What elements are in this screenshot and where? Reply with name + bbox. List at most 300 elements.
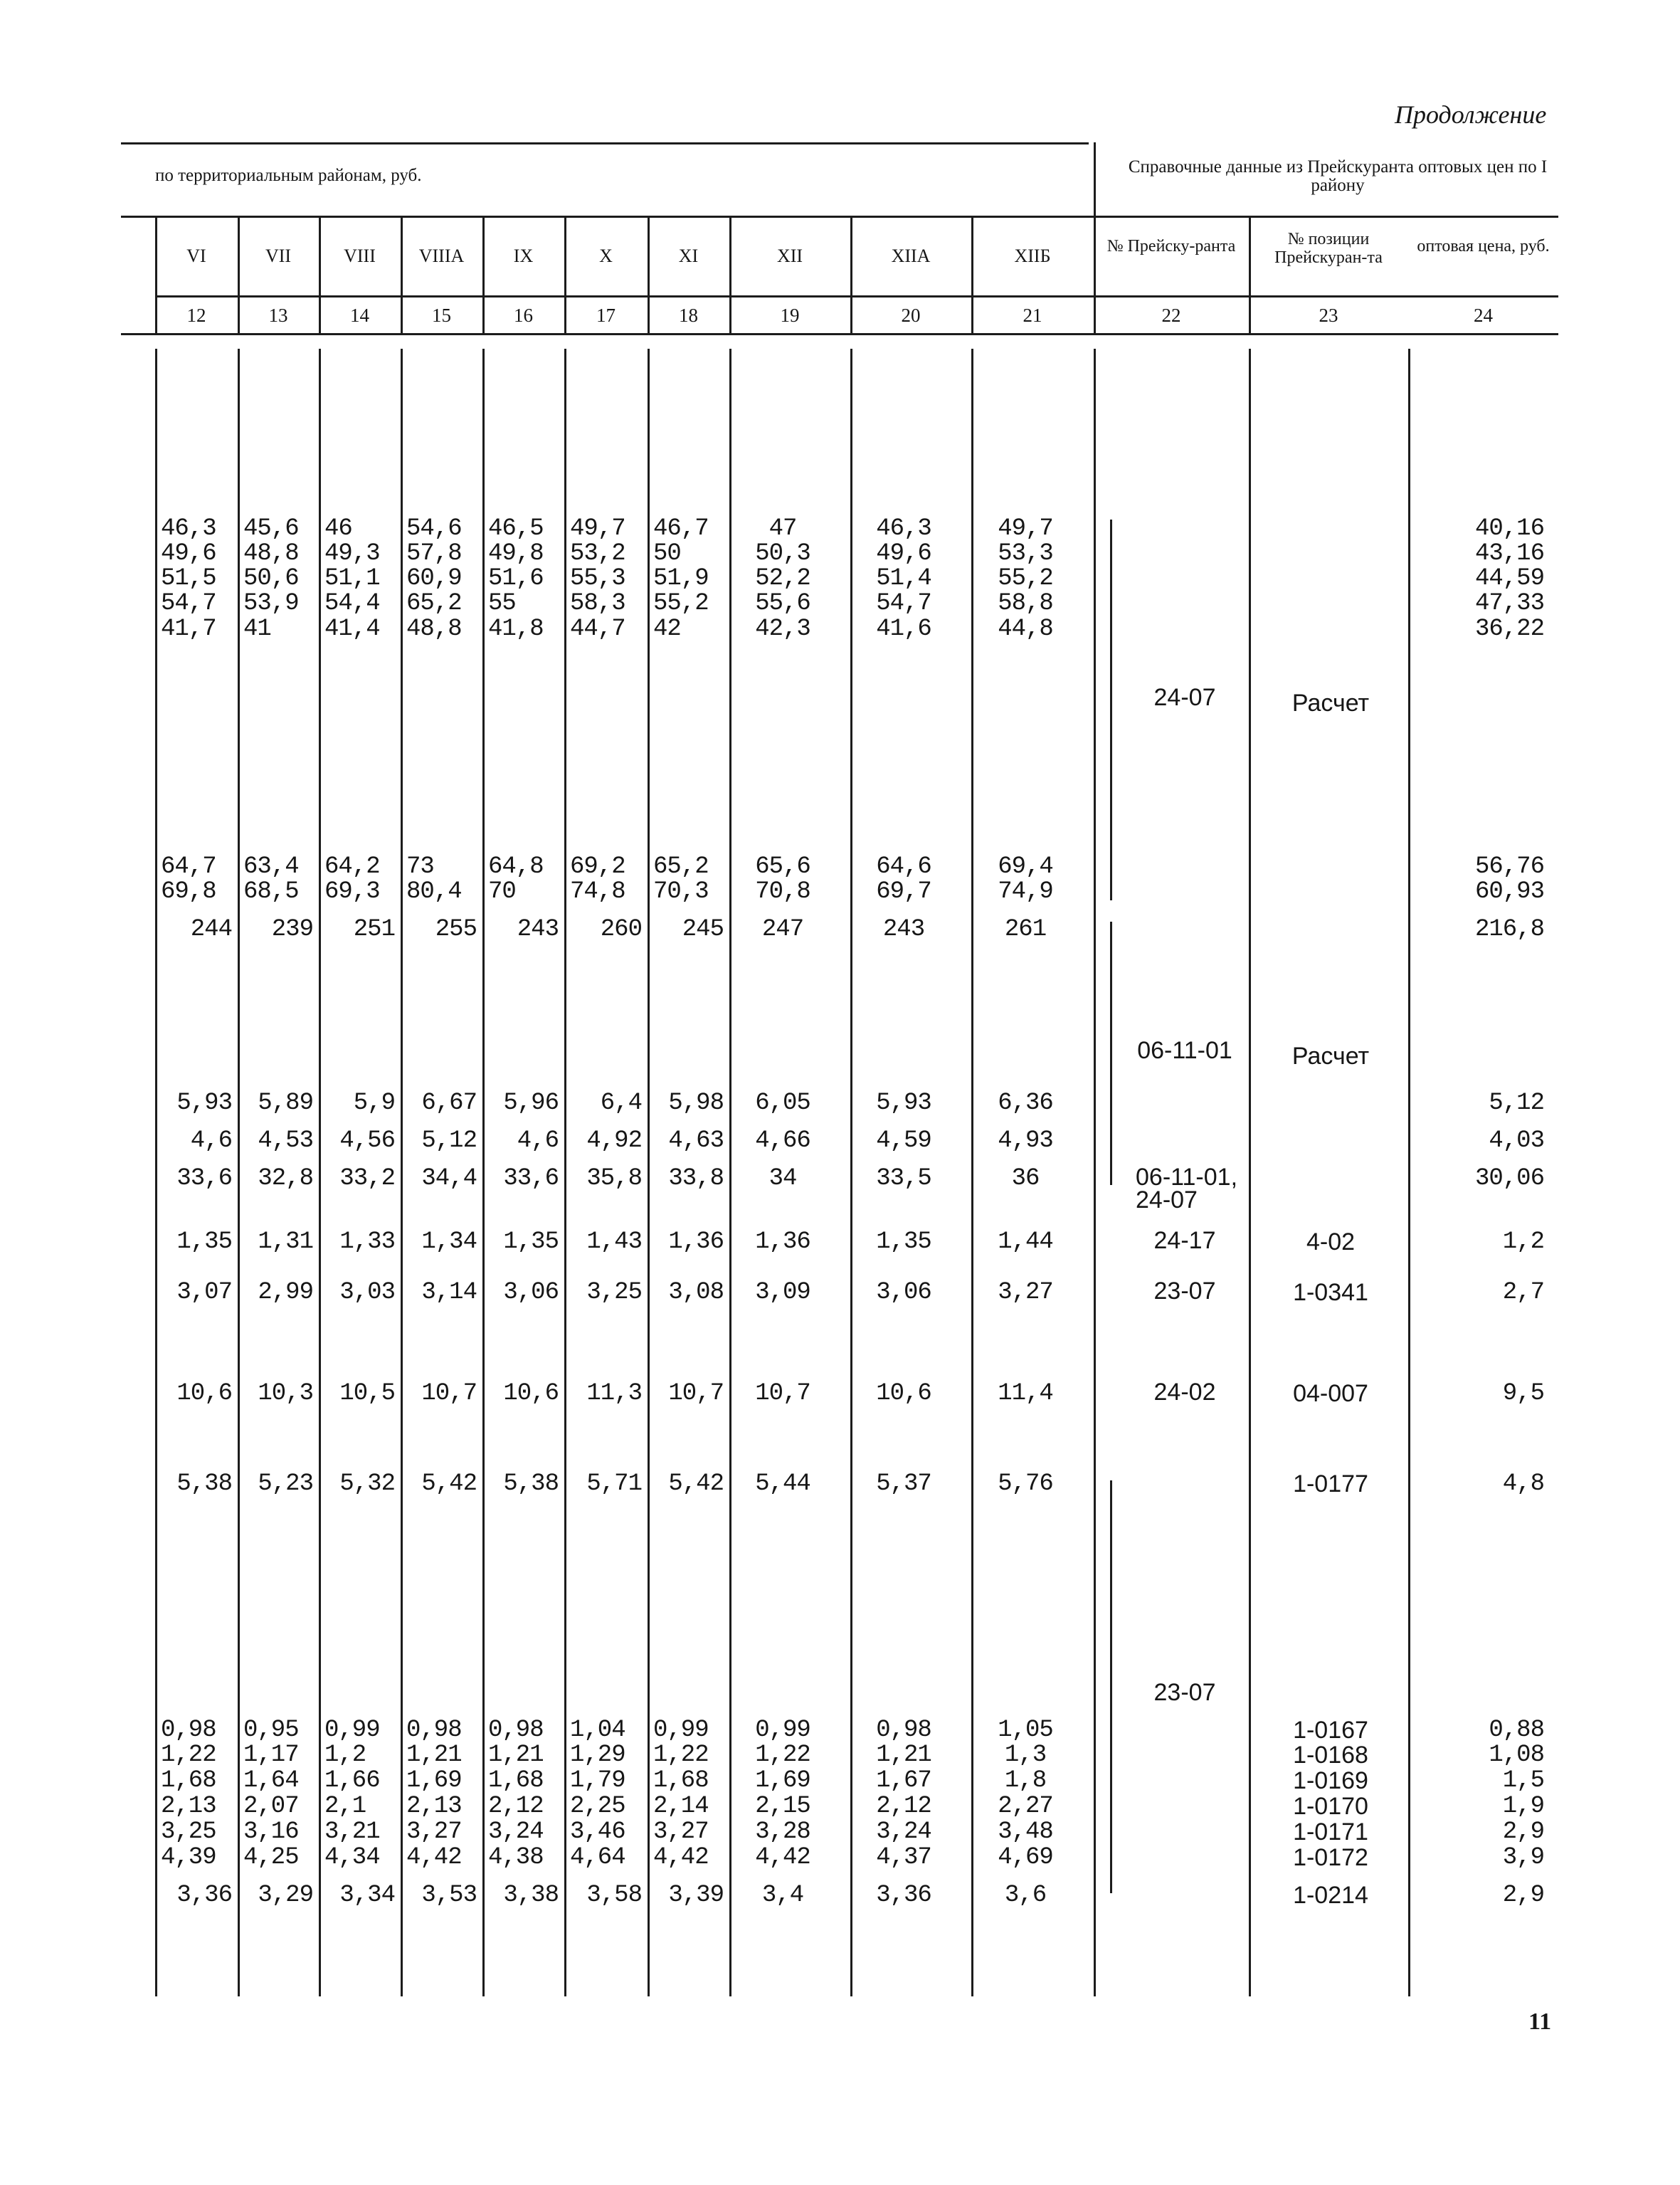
cell-value: 0,95 bbox=[243, 1717, 299, 1744]
column-number: 22 bbox=[1161, 305, 1181, 326]
cell-value: 3,07 bbox=[176, 1279, 232, 1306]
cell-position: 1-0167 bbox=[1293, 1717, 1368, 1744]
column-header: VI bbox=[186, 246, 206, 266]
cell-value: 0,99 bbox=[324, 1717, 380, 1744]
cell-price: 2,7 bbox=[1502, 1279, 1544, 1306]
cell-value: 1,05 bbox=[998, 1717, 1053, 1744]
col-divider-body bbox=[850, 349, 852, 1996]
column-header: VIIIA bbox=[418, 246, 465, 266]
cell-position: 1-0341 bbox=[1293, 1279, 1368, 1306]
cell-value: 54,4 bbox=[324, 590, 380, 617]
cell-value: 65,2 bbox=[406, 590, 462, 617]
header-group-right: Справочные данные из Прейскуранта оптовых цен по I району bbox=[1128, 157, 1548, 195]
cell-value: 4,6 bbox=[517, 1127, 559, 1154]
cell-value: 4,42 bbox=[406, 1844, 462, 1871]
cell-value: 33,5 bbox=[876, 1165, 931, 1192]
cell-value: 1,68 bbox=[161, 1767, 216, 1794]
cell-value: 3,27 bbox=[653, 1818, 709, 1846]
col-divider-body bbox=[319, 349, 321, 1996]
cell-position: 1-0172 bbox=[1293, 1844, 1368, 1871]
cell-value: 1,69 bbox=[755, 1767, 810, 1794]
cell-value: 69,2 bbox=[570, 853, 625, 880]
cell-value: 4,38 bbox=[488, 1844, 544, 1871]
cell-value: 51,1 bbox=[324, 565, 380, 592]
cell-value: 0,98 bbox=[161, 1717, 216, 1744]
cell-value: 1,33 bbox=[339, 1228, 395, 1255]
cell-price: 40,16 bbox=[1474, 515, 1544, 542]
cell-value: 11,3 bbox=[586, 1380, 642, 1407]
col-divider-body bbox=[971, 349, 973, 1996]
cell-value: 3,09 bbox=[755, 1279, 810, 1306]
cell-price: 56,76 bbox=[1474, 853, 1544, 880]
cell-value: 3,39 bbox=[668, 1882, 724, 1909]
cell-value: 10,7 bbox=[421, 1380, 477, 1407]
cell-value: 50 bbox=[653, 540, 681, 567]
cell-value: 1,36 bbox=[755, 1228, 810, 1255]
cell-value: 70 bbox=[488, 878, 516, 905]
cell-price: 9,5 bbox=[1502, 1380, 1544, 1407]
cell-price: 60,93 bbox=[1474, 878, 1544, 905]
cell-value: 1,69 bbox=[406, 1767, 462, 1794]
cell-value: 1,2 bbox=[324, 1742, 366, 1769]
cell-value: 5,76 bbox=[998, 1470, 1053, 1497]
group-bracket bbox=[1110, 1480, 1124, 1893]
cell-value: 1,64 bbox=[243, 1767, 299, 1794]
column-header: XII bbox=[776, 246, 803, 266]
cell-value: 1,22 bbox=[653, 1742, 709, 1769]
column-number: 18 bbox=[679, 305, 698, 326]
cell-value: 51,6 bbox=[488, 565, 544, 592]
cell-value: 3,29 bbox=[258, 1882, 313, 1909]
column-header: VIII bbox=[344, 246, 376, 266]
cell-value: 4,37 bbox=[876, 1844, 931, 1871]
cell-value: 1,31 bbox=[258, 1228, 313, 1255]
group-position: Расчет bbox=[1291, 1043, 1370, 1070]
group-pricelist: 23-07 bbox=[1153, 1679, 1216, 1706]
cell-value: 6,4 bbox=[600, 1090, 642, 1117]
cell-price: 44,59 bbox=[1474, 565, 1544, 592]
cell-value: 69,8 bbox=[161, 878, 216, 905]
cell-value: 64,7 bbox=[161, 853, 216, 880]
cell-position: 1-0171 bbox=[1293, 1818, 1368, 1846]
cell-value: 32,8 bbox=[258, 1165, 313, 1192]
cell-value: 1,17 bbox=[243, 1742, 299, 1769]
cell-value: 3,6 bbox=[1004, 1882, 1047, 1909]
cell-value: 49,8 bbox=[488, 540, 544, 567]
cell-value: 58,8 bbox=[998, 590, 1053, 617]
cell-price: 4,8 bbox=[1502, 1470, 1544, 1497]
cell-value: 4,6 bbox=[190, 1127, 232, 1154]
col-divider-body bbox=[729, 349, 731, 1996]
cell-value: 1,21 bbox=[488, 1742, 544, 1769]
cell-value: 49,7 bbox=[570, 515, 625, 542]
cell-value: 51,4 bbox=[876, 565, 931, 592]
cell-value: 69,4 bbox=[998, 853, 1053, 880]
cell-value: 46,3 bbox=[876, 515, 931, 542]
cell-value: 4,93 bbox=[998, 1127, 1053, 1154]
column-header: X bbox=[599, 246, 613, 266]
cell-value: 0,99 bbox=[755, 1717, 810, 1744]
cell-value: 53,2 bbox=[570, 540, 625, 567]
col-divider-body bbox=[648, 349, 650, 1996]
cell-value: 4,64 bbox=[570, 1844, 625, 1871]
group-position: Расчет bbox=[1291, 690, 1370, 717]
cell-price: 1,2 bbox=[1502, 1228, 1544, 1255]
cell-value: 74,8 bbox=[570, 878, 625, 905]
cell-value: 4,25 bbox=[243, 1844, 299, 1871]
cell-value: 3,36 bbox=[876, 1882, 931, 1909]
cell-value: 10,6 bbox=[503, 1380, 559, 1407]
cell-value: 41,8 bbox=[488, 616, 544, 643]
cell-value: 33,2 bbox=[339, 1165, 395, 1192]
cell-value: 1,79 bbox=[570, 1767, 625, 1794]
cell-value: 3,53 bbox=[421, 1882, 477, 1909]
cell-value: 6,05 bbox=[755, 1090, 810, 1117]
cell-value: 33,6 bbox=[503, 1165, 559, 1192]
cell-price: 2,9 bbox=[1502, 1882, 1544, 1909]
rule-top bbox=[121, 142, 1089, 144]
cell-position: 1-0169 bbox=[1293, 1767, 1368, 1794]
cell-value: 36 bbox=[1011, 1165, 1040, 1192]
cell-value: 65,2 bbox=[653, 853, 709, 880]
cell-value: 5,23 bbox=[258, 1470, 313, 1497]
cell-value: 1,35 bbox=[503, 1228, 559, 1255]
cell-value: 65,6 bbox=[755, 853, 810, 880]
cell-value: 10,3 bbox=[258, 1380, 313, 1407]
column-number: 24 bbox=[1474, 305, 1493, 326]
cell-value: 54,6 bbox=[406, 515, 462, 542]
cell-value: 4,53 bbox=[258, 1127, 313, 1154]
cell-value: 3,27 bbox=[998, 1279, 1053, 1306]
cell-value: 34 bbox=[768, 1165, 797, 1192]
cell-value: 46,7 bbox=[653, 515, 709, 542]
cell-value: 6,67 bbox=[421, 1090, 477, 1117]
cell-value: 58,3 bbox=[570, 590, 625, 617]
cell-value: 55,6 bbox=[755, 590, 810, 617]
cell-value: 3,14 bbox=[421, 1279, 477, 1306]
cell-value: 0,99 bbox=[653, 1717, 709, 1744]
cell-value: 45,6 bbox=[243, 515, 299, 542]
col-divider-body bbox=[238, 349, 240, 1996]
cell-value: 1,35 bbox=[176, 1228, 232, 1255]
cell-value: 11,4 bbox=[998, 1380, 1053, 1407]
cell-value: 3,24 bbox=[488, 1818, 544, 1846]
cell-value: 57,8 bbox=[406, 540, 462, 567]
column-number: 13 bbox=[268, 305, 288, 326]
cell-price: 30,06 bbox=[1474, 1165, 1544, 1192]
cell-value: 1,21 bbox=[406, 1742, 462, 1769]
cell-value: 2,12 bbox=[488, 1793, 544, 1820]
cell-value: 70,3 bbox=[653, 878, 709, 905]
cell-position: 04-007 bbox=[1293, 1380, 1368, 1407]
cell-value: 49,7 bbox=[998, 515, 1053, 542]
header-group-left: по территориальным районам, руб. bbox=[155, 166, 422, 185]
cell-value: 35,8 bbox=[586, 1165, 642, 1192]
cell-value: 261 bbox=[1004, 916, 1047, 943]
column-header: XIIA bbox=[891, 246, 931, 266]
cell-value: 64,8 bbox=[488, 853, 544, 880]
cell-value: 3,46 bbox=[570, 1818, 625, 1846]
cell-value: 46,3 bbox=[161, 515, 216, 542]
cell-value: 4,42 bbox=[755, 1844, 810, 1871]
group-pricelist: 06-11-01 bbox=[1137, 1037, 1232, 1064]
cell-position: 1-0168 bbox=[1293, 1742, 1368, 1769]
cell-value: 5,38 bbox=[503, 1470, 559, 1497]
cell-value: 3,28 bbox=[755, 1818, 810, 1846]
cell-value: 80,4 bbox=[406, 878, 462, 905]
cell-value: 41 bbox=[243, 616, 271, 643]
cell-value: 10,6 bbox=[176, 1380, 232, 1407]
cell-value: 42 bbox=[653, 616, 681, 643]
cell-value: 3,21 bbox=[324, 1818, 380, 1846]
cell-value: 1,8 bbox=[1004, 1767, 1047, 1794]
cell-value: 2,13 bbox=[161, 1793, 216, 1820]
cell-value: 3,06 bbox=[503, 1279, 559, 1306]
column-number: 14 bbox=[350, 305, 369, 326]
cell-price: 4,03 bbox=[1489, 1127, 1544, 1154]
cell-pricelist: 24-17 bbox=[1153, 1227, 1216, 1254]
column-number: 16 bbox=[514, 305, 533, 326]
cell-value: 49,6 bbox=[161, 540, 216, 567]
cell-value: 34,4 bbox=[421, 1165, 477, 1192]
cell-value: 260 bbox=[600, 916, 642, 943]
cell-value: 1,34 bbox=[421, 1228, 477, 1255]
cell-value: 3,48 bbox=[998, 1818, 1053, 1846]
column-number: 20 bbox=[901, 305, 921, 326]
cell-value: 5,96 bbox=[503, 1090, 559, 1117]
column-header: IX bbox=[513, 246, 534, 266]
cell-price: 47,33 bbox=[1474, 590, 1544, 617]
cell-value: 4,56 bbox=[339, 1127, 395, 1154]
cell-value: 3,03 bbox=[339, 1279, 395, 1306]
rule-numbers-bottom bbox=[121, 333, 1558, 335]
cell-pricelist: 24-02 bbox=[1153, 1379, 1216, 1406]
cell-value: 4,42 bbox=[653, 1844, 709, 1871]
rule-header-split bbox=[121, 216, 1558, 218]
cell-value: 64,2 bbox=[324, 853, 380, 880]
cell-price: 1,9 bbox=[1502, 1793, 1544, 1820]
rule-header-bottom bbox=[155, 295, 1558, 298]
cell-value: 2,12 bbox=[876, 1793, 931, 1820]
cell-value: 55 bbox=[488, 590, 516, 617]
cell-position: 1-0214 bbox=[1293, 1882, 1368, 1909]
cell-value: 5,71 bbox=[586, 1470, 642, 1497]
cell-pricelist: 23-07 bbox=[1153, 1278, 1216, 1305]
cell-value: 0,98 bbox=[876, 1717, 931, 1744]
cell-value: 48,8 bbox=[243, 540, 299, 567]
cell-value: 10,5 bbox=[339, 1380, 395, 1407]
cell-value: 0,98 bbox=[488, 1717, 544, 1744]
cell-value: 1,04 bbox=[570, 1717, 625, 1744]
column-number: 23 bbox=[1319, 305, 1338, 326]
cell-value: 1,22 bbox=[161, 1742, 216, 1769]
cell-value: 4,59 bbox=[876, 1127, 931, 1154]
cell-value: 73 bbox=[406, 853, 434, 880]
cell-value: 243 bbox=[517, 916, 559, 943]
cell-value: 55,2 bbox=[653, 590, 709, 617]
cell-price: 5,12 bbox=[1489, 1090, 1544, 1117]
cell-value: 41,6 bbox=[876, 616, 931, 643]
cell-value: 52,2 bbox=[755, 565, 810, 592]
cell-value: 55,3 bbox=[570, 565, 625, 592]
cell-value: 50,3 bbox=[755, 540, 810, 567]
cell-value: 48,8 bbox=[406, 616, 462, 643]
cell-value: 60,9 bbox=[406, 565, 462, 592]
cell-value: 4,92 bbox=[586, 1127, 642, 1154]
cell-value: 2,27 bbox=[998, 1793, 1053, 1820]
cell-price: 2,9 bbox=[1502, 1818, 1544, 1846]
group-pricelist: 24-07 bbox=[1153, 684, 1216, 711]
cell-value: 3,4 bbox=[761, 1882, 804, 1909]
cell-value: 42,3 bbox=[755, 616, 810, 643]
cell-value: 2,25 bbox=[570, 1793, 625, 1820]
col-divider-body bbox=[564, 349, 566, 1996]
cell-value: 6,36 bbox=[998, 1090, 1053, 1117]
cell-value: 63,4 bbox=[243, 853, 299, 880]
column-header: оптовая цена, руб. bbox=[1417, 237, 1550, 256]
group-bracket bbox=[1110, 922, 1124, 1185]
cell-value: 44,7 bbox=[570, 616, 625, 643]
column-number: 21 bbox=[1023, 305, 1042, 326]
cell-value: 5,89 bbox=[258, 1090, 313, 1117]
cell-value: 1,68 bbox=[653, 1767, 709, 1794]
cell-value: 1,68 bbox=[488, 1767, 544, 1794]
cell-value: 3,58 bbox=[586, 1882, 642, 1909]
cell-price: 36,22 bbox=[1474, 616, 1544, 643]
cell-value: 244 bbox=[190, 916, 232, 943]
cell-pricelist: 06-11-01, 24-07 bbox=[1136, 1164, 1238, 1213]
cell-position: 4-02 bbox=[1306, 1228, 1356, 1255]
cell-value: 70,8 bbox=[755, 878, 810, 905]
cell-value: 51,5 bbox=[161, 565, 216, 592]
running-head: Продолжение bbox=[1395, 100, 1547, 129]
cell-value: 4,69 bbox=[998, 1844, 1053, 1871]
cell-value: 46,5 bbox=[488, 515, 544, 542]
cell-value: 10,7 bbox=[755, 1380, 810, 1407]
cell-value: 3,06 bbox=[876, 1279, 931, 1306]
column-header: XIIБ bbox=[1014, 246, 1051, 266]
cell-price: 43,16 bbox=[1474, 540, 1544, 567]
col-divider-body bbox=[1408, 349, 1410, 1996]
cell-value: 3,38 bbox=[503, 1882, 559, 1909]
cell-value: 33,8 bbox=[668, 1165, 724, 1192]
cell-value: 74,9 bbox=[998, 878, 1053, 905]
cell-position: 1-0170 bbox=[1293, 1793, 1368, 1820]
column-number: 15 bbox=[432, 305, 451, 326]
cell-value: 1,3 bbox=[1004, 1742, 1047, 1769]
cell-value: 1,44 bbox=[998, 1228, 1053, 1255]
cell-value: 5,93 bbox=[176, 1090, 232, 1117]
cell-value: 2,14 bbox=[653, 1793, 709, 1820]
cell-value: 50,6 bbox=[243, 565, 299, 592]
cell-value: 69,7 bbox=[876, 878, 931, 905]
cell-value: 68,5 bbox=[243, 878, 299, 905]
cell-value: 5,12 bbox=[421, 1127, 477, 1154]
column-number: 12 bbox=[186, 305, 206, 326]
column-header: № Прейску-ранта bbox=[1106, 237, 1236, 256]
cell-value: 3,25 bbox=[586, 1279, 642, 1306]
cell-price: 1,5 bbox=[1502, 1767, 1544, 1794]
cell-value: 1,67 bbox=[876, 1767, 931, 1794]
cell-value: 64,6 bbox=[876, 853, 931, 880]
cell-price: 216,8 bbox=[1474, 916, 1544, 943]
cell-value: 49,3 bbox=[324, 540, 380, 567]
cell-value: 247 bbox=[761, 916, 804, 943]
cell-value: 1,22 bbox=[755, 1742, 810, 1769]
cell-value: 5,37 bbox=[876, 1470, 931, 1497]
cell-value: 53,3 bbox=[998, 540, 1053, 567]
column-header: VII bbox=[265, 246, 292, 266]
cell-value: 3,27 bbox=[406, 1818, 462, 1846]
cell-value: 4,63 bbox=[668, 1127, 724, 1154]
page-number: 11 bbox=[1528, 2008, 1552, 2035]
cell-value: 1,29 bbox=[570, 1742, 625, 1769]
cell-value: 3,24 bbox=[876, 1818, 931, 1846]
cell-value: 255 bbox=[435, 916, 477, 943]
cell-value: 1,66 bbox=[324, 1767, 380, 1794]
cell-value: 2,1 bbox=[324, 1793, 366, 1820]
cell-value: 243 bbox=[882, 916, 925, 943]
cell-value: 51,9 bbox=[653, 565, 709, 592]
cell-value: 5,38 bbox=[176, 1470, 232, 1497]
cell-value: 5,42 bbox=[668, 1470, 724, 1497]
cell-price: 3,9 bbox=[1502, 1844, 1544, 1871]
cell-value: 2,07 bbox=[243, 1793, 299, 1820]
cell-value: 41,4 bbox=[324, 616, 380, 643]
cell-value: 0,98 bbox=[406, 1717, 462, 1744]
cell-value: 4,66 bbox=[755, 1127, 810, 1154]
cell-price: 1,08 bbox=[1489, 1742, 1544, 1769]
cell-value: 46 bbox=[324, 515, 352, 542]
cell-value: 69,3 bbox=[324, 878, 380, 905]
column-header: № позиции Прейскуран-та bbox=[1274, 230, 1383, 267]
cell-value: 3,08 bbox=[668, 1279, 724, 1306]
cell-value: 1,43 bbox=[586, 1228, 642, 1255]
cell-price: 0,88 bbox=[1489, 1717, 1544, 1744]
cell-value: 239 bbox=[271, 916, 313, 943]
col-divider-body bbox=[401, 349, 403, 1996]
cell-position: 1-0177 bbox=[1293, 1470, 1368, 1497]
cell-value: 5,98 bbox=[668, 1090, 724, 1117]
cell-value: 44,8 bbox=[998, 616, 1053, 643]
cell-value: 5,32 bbox=[339, 1470, 395, 1497]
cell-value: 4,34 bbox=[324, 1844, 380, 1871]
cell-value: 5,9 bbox=[353, 1090, 395, 1117]
cell-value: 1,21 bbox=[876, 1742, 931, 1769]
cell-value: 5,44 bbox=[755, 1470, 810, 1497]
cell-value: 49,6 bbox=[876, 540, 931, 567]
cell-value: 55,2 bbox=[998, 565, 1053, 592]
cell-value: 10,6 bbox=[876, 1380, 931, 1407]
cell-value: 33,6 bbox=[176, 1165, 232, 1192]
cell-value: 5,93 bbox=[876, 1090, 931, 1117]
col-divider-body bbox=[1094, 349, 1096, 1996]
column-header: XI bbox=[678, 246, 699, 266]
col-divider-body bbox=[155, 349, 157, 1996]
cell-value: 54,7 bbox=[161, 590, 216, 617]
cell-value: 10,7 bbox=[668, 1380, 724, 1407]
group-bracket bbox=[1110, 520, 1124, 900]
cell-value: 3,16 bbox=[243, 1818, 299, 1846]
cell-value: 2,99 bbox=[258, 1279, 313, 1306]
cell-value: 251 bbox=[353, 916, 395, 943]
cell-value: 41,7 bbox=[161, 616, 216, 643]
cell-value: 54,7 bbox=[876, 590, 931, 617]
column-number: 17 bbox=[596, 305, 616, 326]
cell-value: 3,25 bbox=[161, 1818, 216, 1846]
cell-value: 47 bbox=[768, 515, 797, 542]
cell-value: 3,34 bbox=[339, 1882, 395, 1909]
